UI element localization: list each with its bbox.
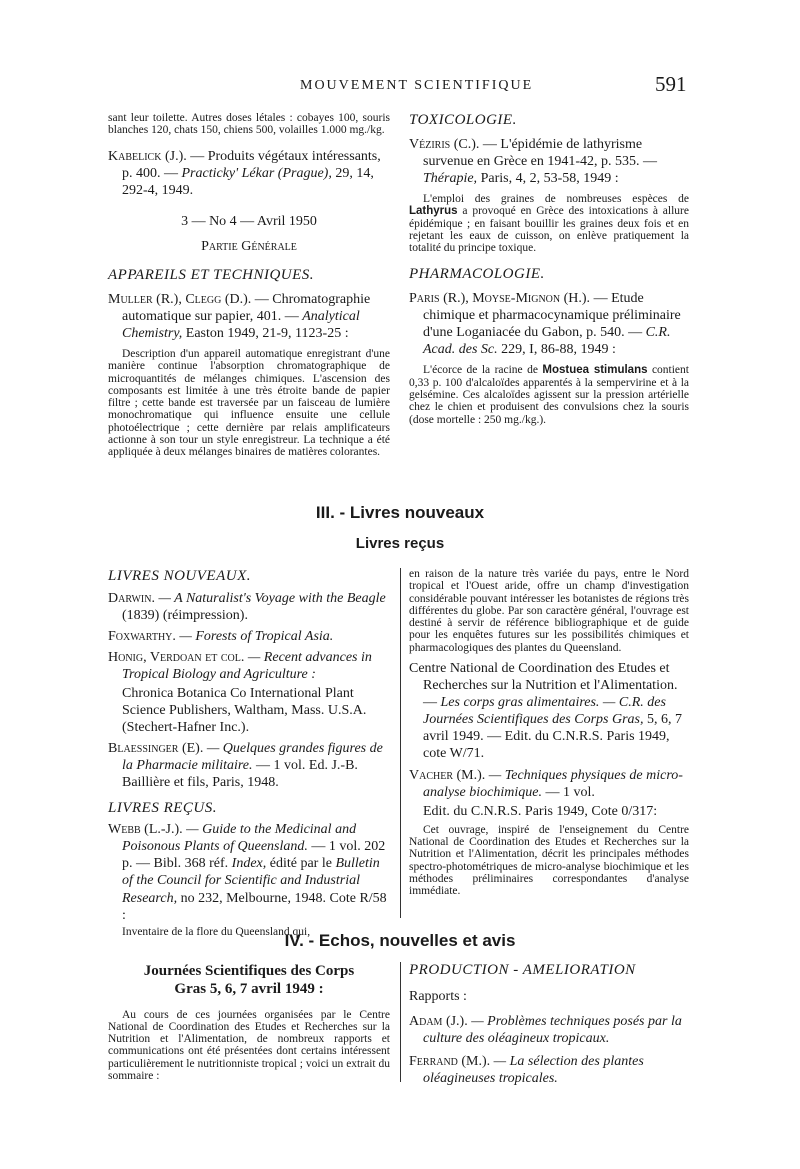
journees-text: Au cours de ces journées organisées par le Centre National de Coordination des Etudes et Recherches sur la Nutrition et l'Alimentation, de nombreux rapports et communications ont été présentées dont certains intéressent particulièrement le nutritionniste tropical ; voici un extrait du sommaire : — [108, 1008, 390, 1083]
reference: Easton 1949, 21-9, 1123-25 : — [182, 325, 349, 341]
report-title: — Problèmes techniques posés par la culture des oléagineux tropicaux. — [423, 1013, 682, 1046]
abstract-muller: Description d'un appareil automatique enregistrant d'une manière continue l'absorption chromatographique de microquantités de mélanges chimiques. L'ascension des composants est limitée à une très étroite bande de papier filtre ; cette bande est traversée par un faisceau de lumière monochromatique qui influence ensuite une cellule photoélectrique ; cette dernière par relais amplificateurs actionne à son tour un style enregistreur. La technique a été appliquée à deux mélanges binaires de matières colorantes. — [108, 347, 390, 459]
entry-foxworthy — [108, 628, 390, 645]
entry-webb — [108, 821, 390, 923]
section-heading-livres-recus: LIVRES REÇUS. — [108, 799, 217, 816]
genus-name: Lathyrus — [409, 205, 458, 218]
section-3-subtitle: Livres reçus — [355, 535, 445, 552]
reference: 5, 6, 7 avril 1949. — Edit. du C.N.R.S. Paris 1949, cote W/71. — [423, 712, 682, 762]
abstract-text: L'emploi des graines de nombreuses espèces de — [423, 192, 689, 205]
left-column-top — [108, 112, 390, 459]
column-divider-bottom — [400, 962, 401, 1082]
page-number: 591 — [655, 72, 687, 96]
book-title: — A Naturalist's Voyage with the Beagle — [154, 590, 386, 606]
bulletin-title: Bulletin of the Council for Scientific and Industrial Research, — [122, 856, 380, 906]
rapports-label: Rapports : — [409, 988, 467, 1004]
continued-abstract-webb: en raison de la nature très variée du pays, entre le Nord tropical et l'Ouest aride, offre un champ d'investigation considérable pouvant intéresser les botanistes de régions très différentes du globe. Par son caractère général, l'ouvrage est destiné à servir de référence bibliographique et de guide pour les enquêtes futures sur les possibilités chimiques et pharmacologiques des plantes du Queensland. — [409, 568, 689, 654]
author: Webb (L.-J.). — [108, 822, 183, 838]
author: Foxwarthy. — [108, 628, 176, 644]
author: Kabelick — [108, 148, 162, 164]
entry-text: édité par le — [266, 856, 336, 872]
section-heading-toxicologie: TOXICOLOGIE. — [409, 112, 517, 128]
left-column-bottom — [108, 962, 390, 1082]
reference: 29, 14, 292-4, 1949. — [122, 165, 374, 198]
journal: Thérapie, — [423, 170, 478, 186]
author: Vacher (M.). — [409, 767, 486, 783]
left-column-middle — [108, 568, 390, 938]
abstract-veziris — [409, 193, 689, 254]
section-heading-appareils: APPAREILS ET TECHNIQUES. — [108, 266, 315, 283]
entry-blaessinger — [108, 740, 390, 791]
right-column-top — [409, 112, 689, 426]
journees-title: Journées Scientifiques des Corps Gras 5, 6, 7 avril 1949 : — [143, 963, 355, 998]
book-title: — Guide to the Medicinal and Poisonous Plants of Queensland. — [122, 822, 357, 855]
abstract-vacher: Cet ouvrage, inspiré de l'enseignement du Centre National de Coordination des Etudes et Recherches sur la Nutrition et l'Alimentation, décrit les principales méthodes spectro-photométriques de micro-analyse biochimique et les méthodes préliminaires correspondantes d'analyse immédiate. — [409, 823, 689, 898]
entry-paris — [409, 290, 689, 358]
journal: Practicky' Lékar (Prague), — [181, 165, 332, 181]
abstract-text: contient 0,33 p. 100 d'alcaloïdes apparentés à la sempervirine et à la gelsémine. Ces alcaloïdes agissent sur la pression artérielle chez le chien et produisent des convulsions chez la souris (dose mortelle : 250 mg./kg.). — [409, 364, 689, 426]
entry-veziris — [409, 136, 689, 187]
book-title: — Techniques physiques de micro-analyse biochimique. — [423, 767, 683, 800]
author: Muller (R.), Clegg (D.). — [108, 291, 252, 307]
entry-adam — [409, 1013, 689, 1047]
author: Adam (J.). — [409, 1013, 468, 1029]
journal: Analytical Chemistry, — [122, 308, 360, 341]
author: Blaessinger (E). — [108, 741, 204, 757]
author: Darwin. — [108, 590, 155, 606]
entry-ferrand — [409, 1053, 689, 1087]
entry-text: Centre National de Coordination des Etudes et Recherches sur la Nutrition et l'Alimentation. — — [409, 661, 678, 711]
book-title: Les corps gras alimentaires. — C.R. des Journées Scientifiques des Corps Gras, — [423, 695, 666, 728]
book-title: — Quelques grandes figures de la Pharmacie militaire. — [122, 741, 383, 774]
entry-kabelick — [108, 148, 390, 199]
report-title: — La sélection des plantes oléagineuses tropicales. — [423, 1053, 644, 1086]
entry-text: — L'épidémie de lathyrisme survenue en Grèce en 1941-42, p. 535. — — [423, 136, 658, 169]
entry-muller — [108, 291, 390, 342]
entry-darwin — [108, 590, 390, 624]
column-divider — [400, 568, 401, 918]
entry-text: — 1 vol. 202 p. — Bibl. 368 réf. — [122, 839, 386, 872]
section-4-title: IV. - Echos, nouvelles et avis — [284, 931, 516, 950]
entry-centre-national — [409, 660, 689, 762]
species-name: Mostuea stimulans — [542, 364, 648, 377]
page-header — [0, 70, 800, 100]
entry-text: — 1 vol. — [541, 784, 595, 800]
author: Honig, Verdoan et col. — [108, 649, 245, 665]
publisher-honig: Chronica Botanica Co International Plant Science Publishers, Waltham, Mass. U.S.A. (Stechert-Hafner Inc.). — [122, 686, 367, 736]
running-title: MOUVEMENT SCIENTIFIQUE — [300, 78, 534, 93]
section-heading-livres-nouveaux: LIVRES NOUVEAUX. — [108, 568, 251, 584]
author: Paris (R.), Moyse-Mignon (H.). — [409, 291, 591, 307]
right-column-middle — [409, 568, 689, 898]
section-3-title: III. - Livres nouveaux — [315, 503, 485, 522]
book-title: — Recent advances in Tropical Biology and Agriculture : — [122, 649, 372, 682]
edition-vacher: Edit. du C.N.R.S. Paris 1949, Cote 0/317: — [423, 803, 658, 819]
entry-honig — [108, 649, 390, 683]
abstract-text: a provoqué en Grèce des intoxications à allure épidémique ; en faisant bouillir les graines deux fois et en rejetant les eaux de cuisson, on enlève pratiquement la totalité du principe toxique. — [409, 205, 689, 255]
abstract-text: L'écorce de la racine de — [423, 364, 543, 377]
section-heading-pharmacologie: PHARMACOLOGIE. — [409, 266, 545, 283]
entry-text: — 1 vol. Ed. J.-B. Baillière et fils, Paris, 1948. — [122, 758, 358, 791]
entry-vacher — [409, 767, 689, 801]
continued-text: sant leur toilette. Autres doses létales : cobayes 100, souris blanches 120, chats 150, chiens 500, volailles 1.000 mg./kg. — [108, 112, 390, 137]
entry-text: — Etude chimique et pharmacocynamique préliminaire d'une Loganiacée du Gabon, p. 540. — — [423, 291, 681, 341]
author: Ferrand (M.). — [409, 1053, 491, 1069]
index-label: Index, — [231, 856, 267, 872]
reference: 229, I, 86-88, 1949 : — [497, 342, 616, 358]
entry-text: (J.). — Produits végétaux intéressants, p. 400. — — [122, 148, 381, 181]
section-heading-production: PRODUCTION - AMELIORATION — [409, 962, 636, 978]
entry-text: (1839) (réimpression). — [122, 607, 248, 623]
journal: C.R. Acad. des Sc. — [423, 325, 671, 358]
right-column-bottom — [409, 962, 689, 1087]
issue-heading: 3 — No 4 — Avril 1950 — [181, 213, 317, 229]
entry-text: no 232, Melbourne, 1948. Cote R/58 : — [122, 890, 387, 923]
abstract-paris — [409, 364, 689, 425]
book-title: — Forests of Tropical Asia. — [175, 628, 334, 644]
partie-heading: Partie Générale — [201, 238, 297, 254]
author: Véziris (C.). — [409, 136, 480, 152]
entry-text: — Chromatographie automatique sur papier, 401. — — [122, 291, 371, 324]
abstract-webb: Inventaire de la flore du Queensland qui, — [122, 925, 311, 938]
reference: Paris, 4, 2, 53-58, 1949 : — [477, 170, 619, 186]
